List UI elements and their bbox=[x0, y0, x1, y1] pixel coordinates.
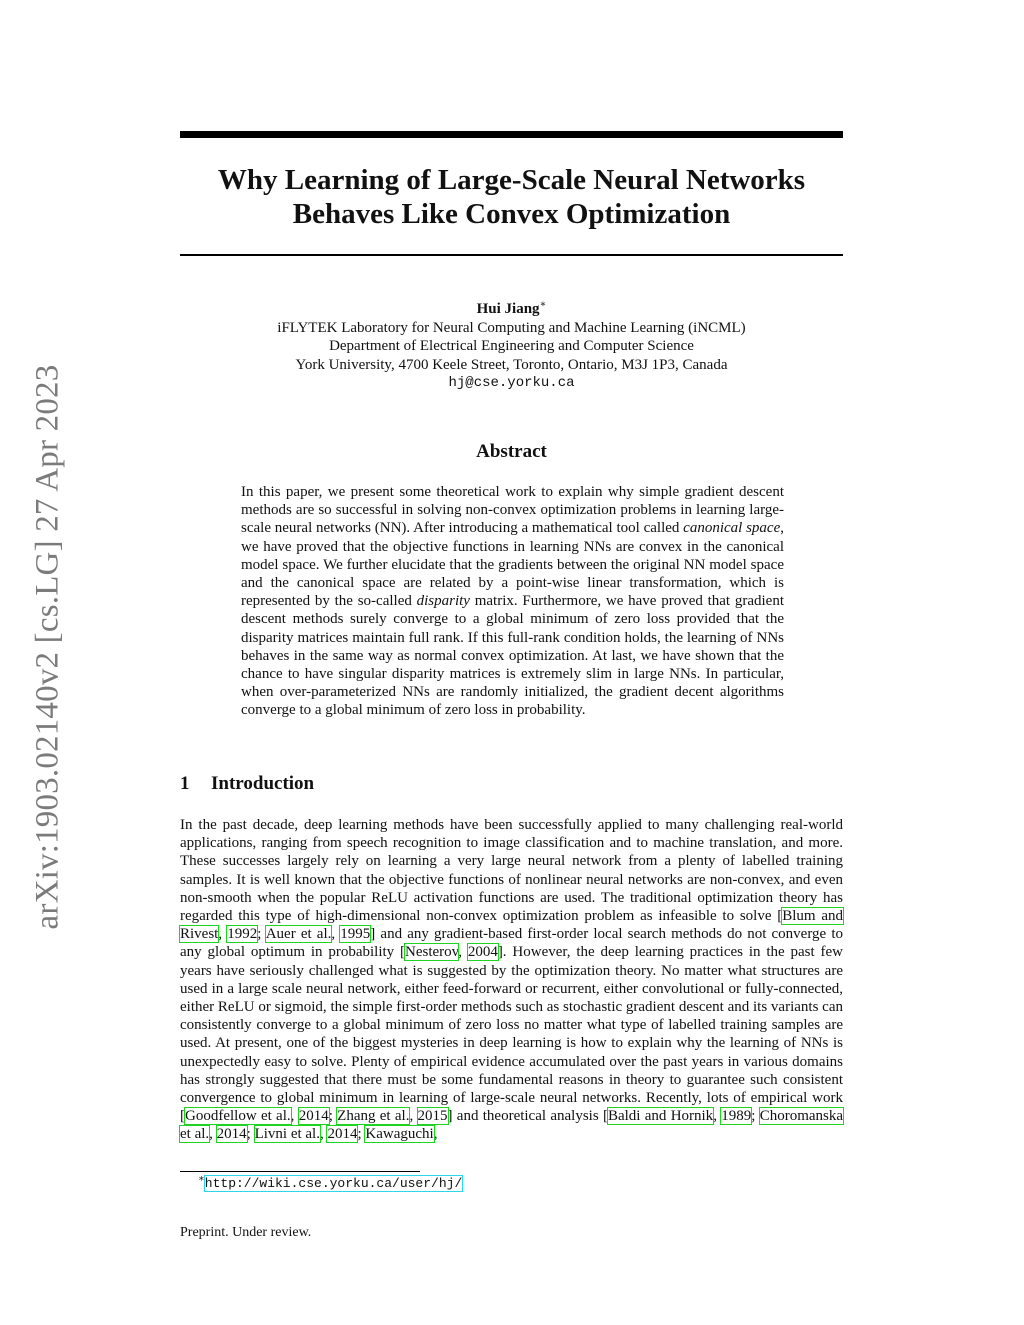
page-footer: Preprint. Under review. bbox=[180, 1225, 312, 1240]
body-text: ; bbox=[246, 1126, 255, 1143]
body-text: ; bbox=[257, 926, 266, 943]
citation-link[interactable]: 1992 bbox=[227, 926, 258, 943]
body-text: ; bbox=[328, 1108, 338, 1125]
body-text: ]. However, the deep learning practices in the past few years have seriously challenged what is suggested by the optimization theory. No matter what structures are used in a large scale neural network, either feed-forward or recurrent, either convolutional or fully-connected, either ReLU or sigmoid, the simple first-order methods such as stochastic gradient descent and its variants can consistently converge to a global minimum of zero loss no matter what type of labelled training samples are used. At present, one of the biggest mysteries in deep learning is how to explain why the learning of NNs is unexpectedly easy to solve. Plenty of empirical evidence accumulated over the past years in various domains has strongly suggested that there must be some fundamental reasons in theory to guarantee such consistent convergence to global minimum in learning of large-scale neural networks. Recently, lots of empirical work [ bbox=[180, 944, 843, 1125]
section-heading bbox=[180, 773, 314, 795]
body-text: ; bbox=[751, 1108, 760, 1125]
author-name: Hui Jiang bbox=[476, 301, 540, 317]
author-block bbox=[180, 300, 843, 393]
body-text: , bbox=[290, 1108, 299, 1125]
citation-link[interactable]: 2015 bbox=[417, 1108, 448, 1125]
body-text: In the past decade, deep learning methods have been successfully applied to many challenging real-world applications, ranging from speech recognition to image classification and to machine translation, and more. These successes largely rely on learning a very large neural network from a plenty of labelled training samples. It is well known that the objective functions of nonlinear neural networks are non-convex, and even non-smooth when the popular ReLU activation functions are used. The traditional optimization theory has regarded this type of high-dimensional non-convex optimization problem as infeasible to solve [ bbox=[180, 817, 843, 925]
abstract-text: In this paper, we present some theoretical work to explain why simple gradient descent methods are so successful in solving non-convex optimization problems in learning large-scale neural networks (NN). After introducing a mathematical tool called bbox=[241, 484, 784, 537]
citation-link[interactable]: Choromanska et al. bbox=[180, 1108, 844, 1143]
homepage-url-link[interactable]: http://wiki.cse.yorku.ca/user/hj/ bbox=[204, 1176, 463, 1191]
citation-link[interactable]: 2014 bbox=[327, 1126, 358, 1143]
footnote-mark: ∗ bbox=[198, 1173, 205, 1185]
abstract-text: matrix. Furthermore, we have proved that gradient descent methods surely converge to a global minimum of zero loss provided that the disparity matrices maintain full rank. If this full-rank condition holds, the learning of NNs behaves in the same way as normal convex optimization. At last, we have shown that the chance to have singular disparity matrices is extremely slim in large NNs. In particular, when over-parameterized NNs are randomly initialized, the gradient decent algorithms converge to a global minimum of zero loss in probability. bbox=[241, 593, 784, 719]
body-text: , bbox=[319, 1126, 328, 1143]
body-text: ; bbox=[357, 1126, 366, 1143]
title-top-rule bbox=[180, 131, 843, 138]
body-text: , bbox=[433, 1126, 438, 1143]
citation-link[interactable]: Blum and Rivest bbox=[180, 908, 843, 943]
paper-title bbox=[180, 163, 843, 231]
body-text: , bbox=[713, 1108, 722, 1125]
title-line-1: Why Learning of Large-Scale Neural Networks bbox=[217, 164, 806, 196]
body-text: , bbox=[409, 1108, 418, 1125]
body-text: , bbox=[331, 926, 341, 943]
section-number: 1 bbox=[180, 773, 190, 794]
body-text: , bbox=[218, 926, 228, 943]
footnote bbox=[198, 1175, 462, 1191]
footnote-rule bbox=[180, 1171, 420, 1172]
abstract-text: , we have proved that the objective functions in learning NNs are convex in the canonical model space. We further elucidate that the gradients between the original NN model space and the canonical space are related by a point-wise linear transformation, which is represented by the so-called bbox=[241, 520, 784, 610]
abstract-heading: Abstract bbox=[476, 441, 547, 462]
citation-link[interactable]: Kawaguchi bbox=[365, 1126, 434, 1143]
abstract-emphasis: disparity bbox=[416, 593, 470, 610]
citation-link[interactable]: Auer et al. bbox=[265, 926, 332, 943]
title-line-2: Behaves Like Convex Optimization bbox=[292, 198, 731, 230]
arxiv-identifier: arXiv:1903.02140v2 [cs.LG] 27 Apr 2023 bbox=[29, 364, 66, 930]
affiliation-department: Department of Electrical Engineering and Computer Science bbox=[329, 338, 694, 354]
citation-link[interactable]: Nesterov bbox=[405, 944, 459, 961]
author-email: hj@cse.yorku.ca bbox=[448, 375, 575, 391]
citation-link[interactable]: Livni et al. bbox=[254, 1126, 320, 1143]
citation-link[interactable]: Baldi and Hornik bbox=[607, 1108, 714, 1125]
affiliation-address: York University, 4700 Keele Street, Toronto, Ontario, M3J 1P3, Canada bbox=[295, 356, 728, 373]
citation-link[interactable]: Zhang et al. bbox=[337, 1108, 410, 1125]
introduction-paragraph bbox=[180, 816, 843, 1144]
citation-link[interactable]: 1995 bbox=[340, 926, 371, 943]
arxiv-sidebar-stamp bbox=[28, 352, 68, 942]
citation-link[interactable]: 2004 bbox=[467, 944, 498, 961]
author-footnote-mark: ∗ bbox=[539, 299, 547, 310]
body-text: , bbox=[458, 944, 468, 961]
body-text: , bbox=[209, 1126, 217, 1143]
citation-link[interactable]: 1989 bbox=[721, 1108, 752, 1125]
section-title: Introduction bbox=[211, 773, 315, 794]
citation-link[interactable]: Goodfellow et al. bbox=[185, 1108, 291, 1125]
affiliation-lab: iFLYTEK Laboratory for Neural Computing and Machine Learning (iNCML) bbox=[277, 319, 746, 336]
body-text: ] and theoretical analysis [ bbox=[447, 1108, 608, 1125]
abstract-body bbox=[241, 483, 784, 720]
citation-link[interactable]: 2014 bbox=[216, 1126, 247, 1143]
citation-link[interactable]: 2014 bbox=[298, 1108, 329, 1125]
abstract-emphasis: canonical space bbox=[683, 520, 781, 537]
title-bottom-rule bbox=[180, 254, 843, 256]
body-text: ] and any gradient-based first-order local search methods do not converge to any global optimum in probability [ bbox=[180, 926, 844, 961]
